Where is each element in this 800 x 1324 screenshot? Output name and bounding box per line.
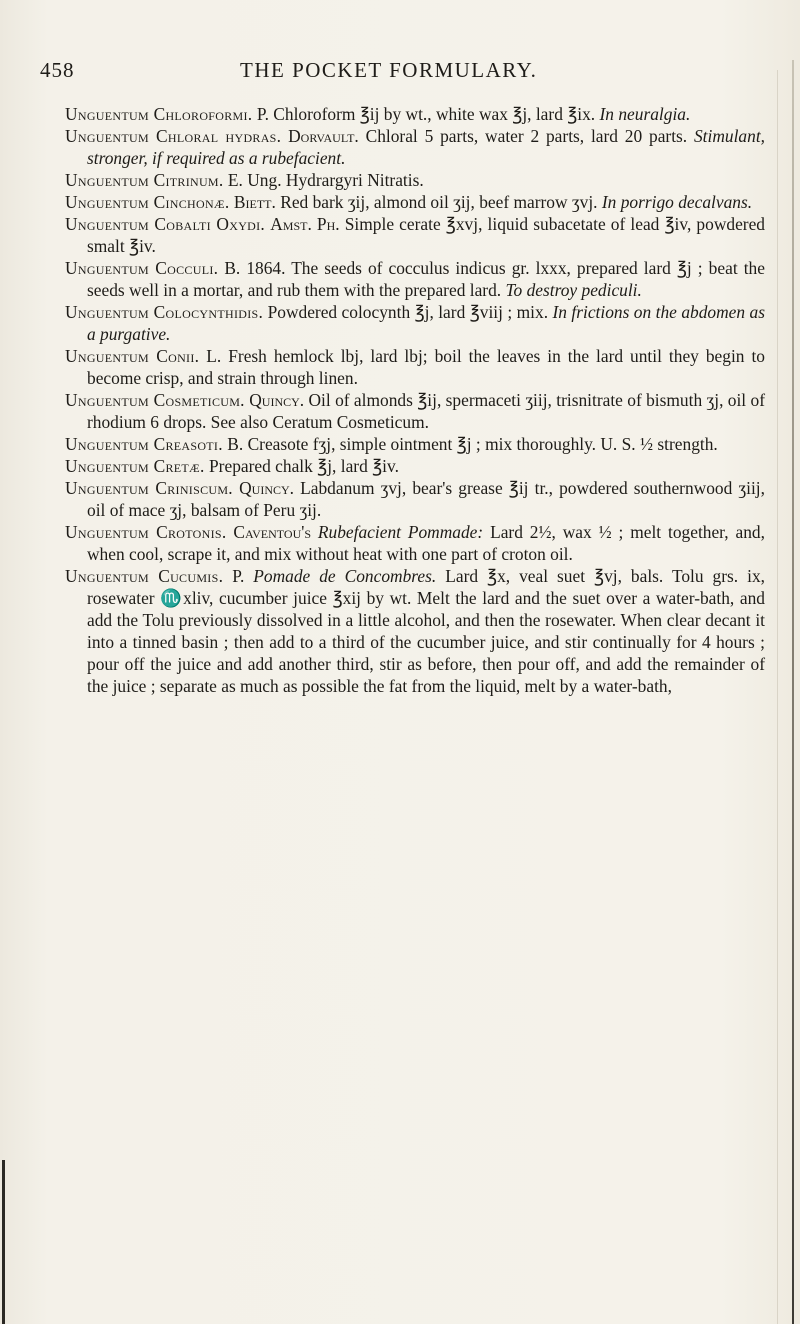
entry-conii xyxy=(65,345,765,389)
entry-text: Simple cerate ℥xvj, liquid subacetate of lead ℥iv, powdered smalt ℥iv. xyxy=(87,214,765,256)
entry-author: Caventou's xyxy=(233,522,312,542)
entry-cobalti xyxy=(65,213,765,257)
entry-text: The seeds of cocculus indicus gr. lxxx, prepared lard ℥j ; beat the seeds well in a mortar, and rub them with the prepared lard. xyxy=(87,258,765,300)
entry-text: Red bark ʒij, almond oil ʒij, beef marrow ʒvj. xyxy=(280,192,598,212)
entry-crotonis xyxy=(65,521,765,565)
entry-chloroformi xyxy=(65,103,765,125)
entry-creasoti xyxy=(65,433,765,455)
entry-head: Unguentum Cretæ. xyxy=(65,456,205,476)
entry-text: Chloral 5 parts, water 2 parts, lard 20 parts. xyxy=(365,126,688,146)
entry-cosmeticum xyxy=(65,389,765,433)
binding-mark xyxy=(2,1160,5,1324)
entry-head: Unguentum Cinchonæ. xyxy=(65,192,230,212)
entry-text: Lard ℥x, veal suet ℥vj, bals. Tolu grs. ix, rosewater ♏xliv, cucumber juice ℥xij by wt. Melt the lard and the suet over a water-bath, and add the Tolu previously dissolved in a little alcohol, and then the rosewater. When clear decant it into a tinned basin ; then add to a third of the cucumber juice, and stir continually for 4 hours ; pour off the juice and add another third, stir as before, then pour off, and add the remainder of the juice ; separate as much as possible the fat from the liquid, melt by a water-bath, xyxy=(87,566,765,696)
entry-head: Unguentum Criniscum. xyxy=(65,478,233,498)
entry-head: Unguentum Crotonis. xyxy=(65,522,227,542)
page-edge-shadow xyxy=(792,60,794,1324)
entry-citrinum xyxy=(65,169,765,191)
entry-head: Unguentum Conii. xyxy=(65,346,200,366)
entry-text: Fresh hemlock lbj, lard lbj; boil the leaves in the lard until they begin to become crisp, and strain through linen. xyxy=(87,346,765,388)
entry-text: Creasote fʒj, simple ointment ℥j ; mix thoroughly. U. S. ½ strength. xyxy=(247,434,718,454)
entry-preparation-name: Rubefacient Pommade: xyxy=(317,522,484,542)
entry-use: To destroy pediculi. xyxy=(505,280,642,300)
entry-text: Powdered colocynth ℥j, lard ℥viij ; mix. xyxy=(267,302,549,322)
entry-author: Dorvault. xyxy=(288,126,359,146)
entry-cucumis xyxy=(65,565,765,697)
entry-text: Prepared chalk ℥j, lard ℥iv. xyxy=(209,456,399,476)
entry-author: Quincy. xyxy=(249,390,305,410)
entry-author: B. 1864. xyxy=(224,258,286,278)
entry-author: L. xyxy=(206,346,222,366)
entry-author: B. xyxy=(227,434,244,454)
page-header xyxy=(40,58,740,86)
entry-colocynthidis xyxy=(65,301,765,345)
entry-use: Stimulant, stronger, if required as a rubefacient. xyxy=(87,126,765,168)
entry-head: Unguentum Cosmeticum. xyxy=(65,390,245,410)
entry-chloral xyxy=(65,125,765,169)
entry-head: Unguentum Cocculi. xyxy=(65,258,219,278)
formulary-entries xyxy=(65,103,765,697)
entry-author: P. xyxy=(256,104,269,124)
entry-head: Unguentum Creasoti. xyxy=(65,434,223,454)
entry-cocculi xyxy=(65,257,765,301)
entry-author: Amst. Ph. xyxy=(270,214,340,234)
page-edge-line xyxy=(777,70,778,1324)
entry-text: Chloroform ℥ij by wt., white wax ℥j, lard ℥ix. xyxy=(273,104,596,124)
entry-cretae xyxy=(65,455,765,477)
entry-head: Unguentum Citrinum. xyxy=(65,170,224,190)
entry-text: Labdanum ʒvj, bear's grease ℥ij tr., powdered southernwood ʒiij, oil of mace ʒj, balsam of Peru ʒij. xyxy=(87,478,765,520)
page-number: 458 xyxy=(40,58,75,82)
entry-preparation-name: Pomade de Concombres. xyxy=(253,566,437,586)
entry-text: Oil of almonds ℥ij, spermaceti ʒiij, trisnitrate of bismuth ʒj, oil of rhodium 6 drops. See also Ceratum Cosmeticum. xyxy=(87,390,765,432)
entry-author: P. xyxy=(232,566,245,586)
entry-author: E. xyxy=(227,170,243,190)
entry-author: Quincy. xyxy=(239,478,294,498)
entry-head: Unguentum Chloral hydras. xyxy=(65,126,282,146)
entry-text: Lard 2½, wax ½ ; melt together, and, when cool, scrape it, and mix without heat with one part of croton oil. xyxy=(87,522,765,564)
entry-head: Unguentum Cobalti Oxydi. xyxy=(65,214,266,234)
entry-cinchonae xyxy=(65,191,765,213)
entry-text: Ung. Hydrargyri Nitratis. xyxy=(247,170,424,190)
entry-use: In neuralgia. xyxy=(599,104,691,124)
running-head: THE POCKET FORMULARY. xyxy=(240,58,538,82)
entry-author: Biett. xyxy=(233,192,276,212)
entry-head: Unguentum Cucumis. xyxy=(65,566,224,586)
entry-use: In porrigo decalvans. xyxy=(601,192,753,212)
entry-head: Unguentum Colocynthidis. xyxy=(65,302,264,322)
entry-criniscum xyxy=(65,477,765,521)
entry-use: In frictions on the abdomen as a purgative. xyxy=(87,302,765,344)
entry-head: Unguentum Chloroformi. xyxy=(65,104,253,124)
